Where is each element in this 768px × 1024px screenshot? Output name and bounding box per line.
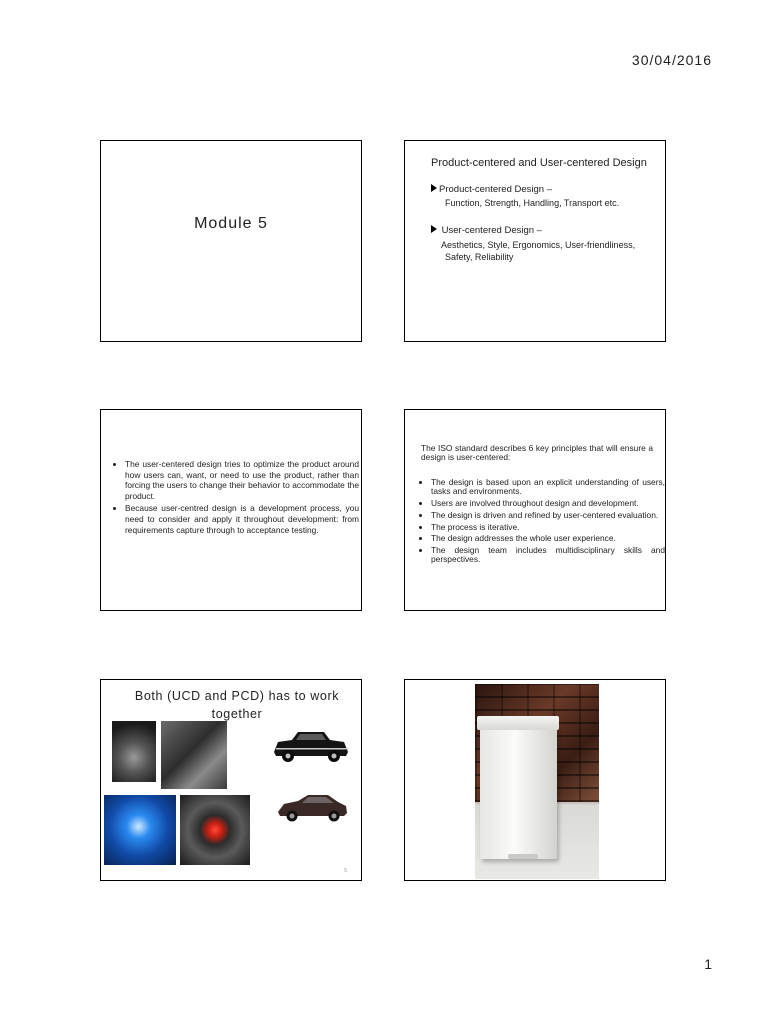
- slide-4: [404, 409, 666, 611]
- bin-lid: [477, 716, 559, 730]
- arrow-bullet-icon: [431, 184, 437, 192]
- bin-body: [480, 724, 557, 859]
- product-centered-item: [431, 184, 552, 195]
- slide-2-title: Product-centered and User-centered Design: [431, 157, 647, 169]
- vintage-car-photo: [268, 720, 352, 768]
- list-item: • The user-centered design tries to optimize the product around how users can, want, or need to use the product, rather than forcing the users to change their behavior to accommodate the product.: [125, 459, 359, 501]
- list-item: • The design addresses the whole user experience.: [431, 534, 665, 543]
- red-dial-photo: [180, 795, 250, 865]
- slide-number: 5: [344, 868, 347, 874]
- bin-pedal: [508, 854, 538, 859]
- iso-intro: The ISO standard describes 6 key principles that will ensure a design is user-centered:: [421, 443, 653, 463]
- slide-5-title: Both (UCD and PCD) has to work together: [134, 689, 340, 721]
- user-centered-label: User-centered Design –: [441, 225, 542, 236]
- list-item: • The design is based upon an explicit understanding of users, tasks and environments.: [431, 478, 665, 496]
- slide-5: [100, 679, 362, 881]
- user-centered-item: [431, 225, 542, 236]
- user-centered-detail-1: Aesthetics, Style, Ergonomics, User-friendliness,: [441, 240, 636, 250]
- car-lever-photo: [112, 721, 156, 782]
- blue-control-knob-photo: [104, 795, 176, 865]
- list-item: • Because user-centred design is a development process, you need to consider and apply it throughout development: from requirements capture through to acceptance testing.: [125, 503, 359, 535]
- list-item: • The design team includes multidisciplinary skills and perspectives.: [431, 546, 665, 564]
- pedal-bin-photo: [475, 684, 599, 879]
- ucd-bullet-list: [115, 459, 359, 537]
- page-number: 1: [704, 956, 712, 972]
- module-title: Module 5: [194, 215, 268, 232]
- product-centered-detail: Function, Strength, Handling, Transport etc.: [445, 198, 620, 208]
- user-centered-detail-2: Safety, Reliability: [445, 252, 514, 262]
- gear-shift-photo: [161, 721, 227, 789]
- slide-3: [100, 409, 362, 611]
- product-centered-label: Product-centered Design –: [439, 184, 553, 195]
- list-item: • Users are involved throughout design and development.: [431, 499, 665, 508]
- slide-6: [404, 679, 666, 881]
- list-item: • The design is driven and refined by user-centered evaluation.: [431, 511, 665, 520]
- iso-principles-list: [421, 478, 665, 567]
- slide-2: [404, 140, 666, 342]
- list-item: • The process is iterative.: [431, 523, 665, 532]
- modern-car-photo: [274, 786, 350, 826]
- slide-1: [100, 140, 362, 342]
- arrow-bullet-icon: [431, 225, 437, 233]
- page-date: 30/04/2016: [631, 52, 712, 68]
